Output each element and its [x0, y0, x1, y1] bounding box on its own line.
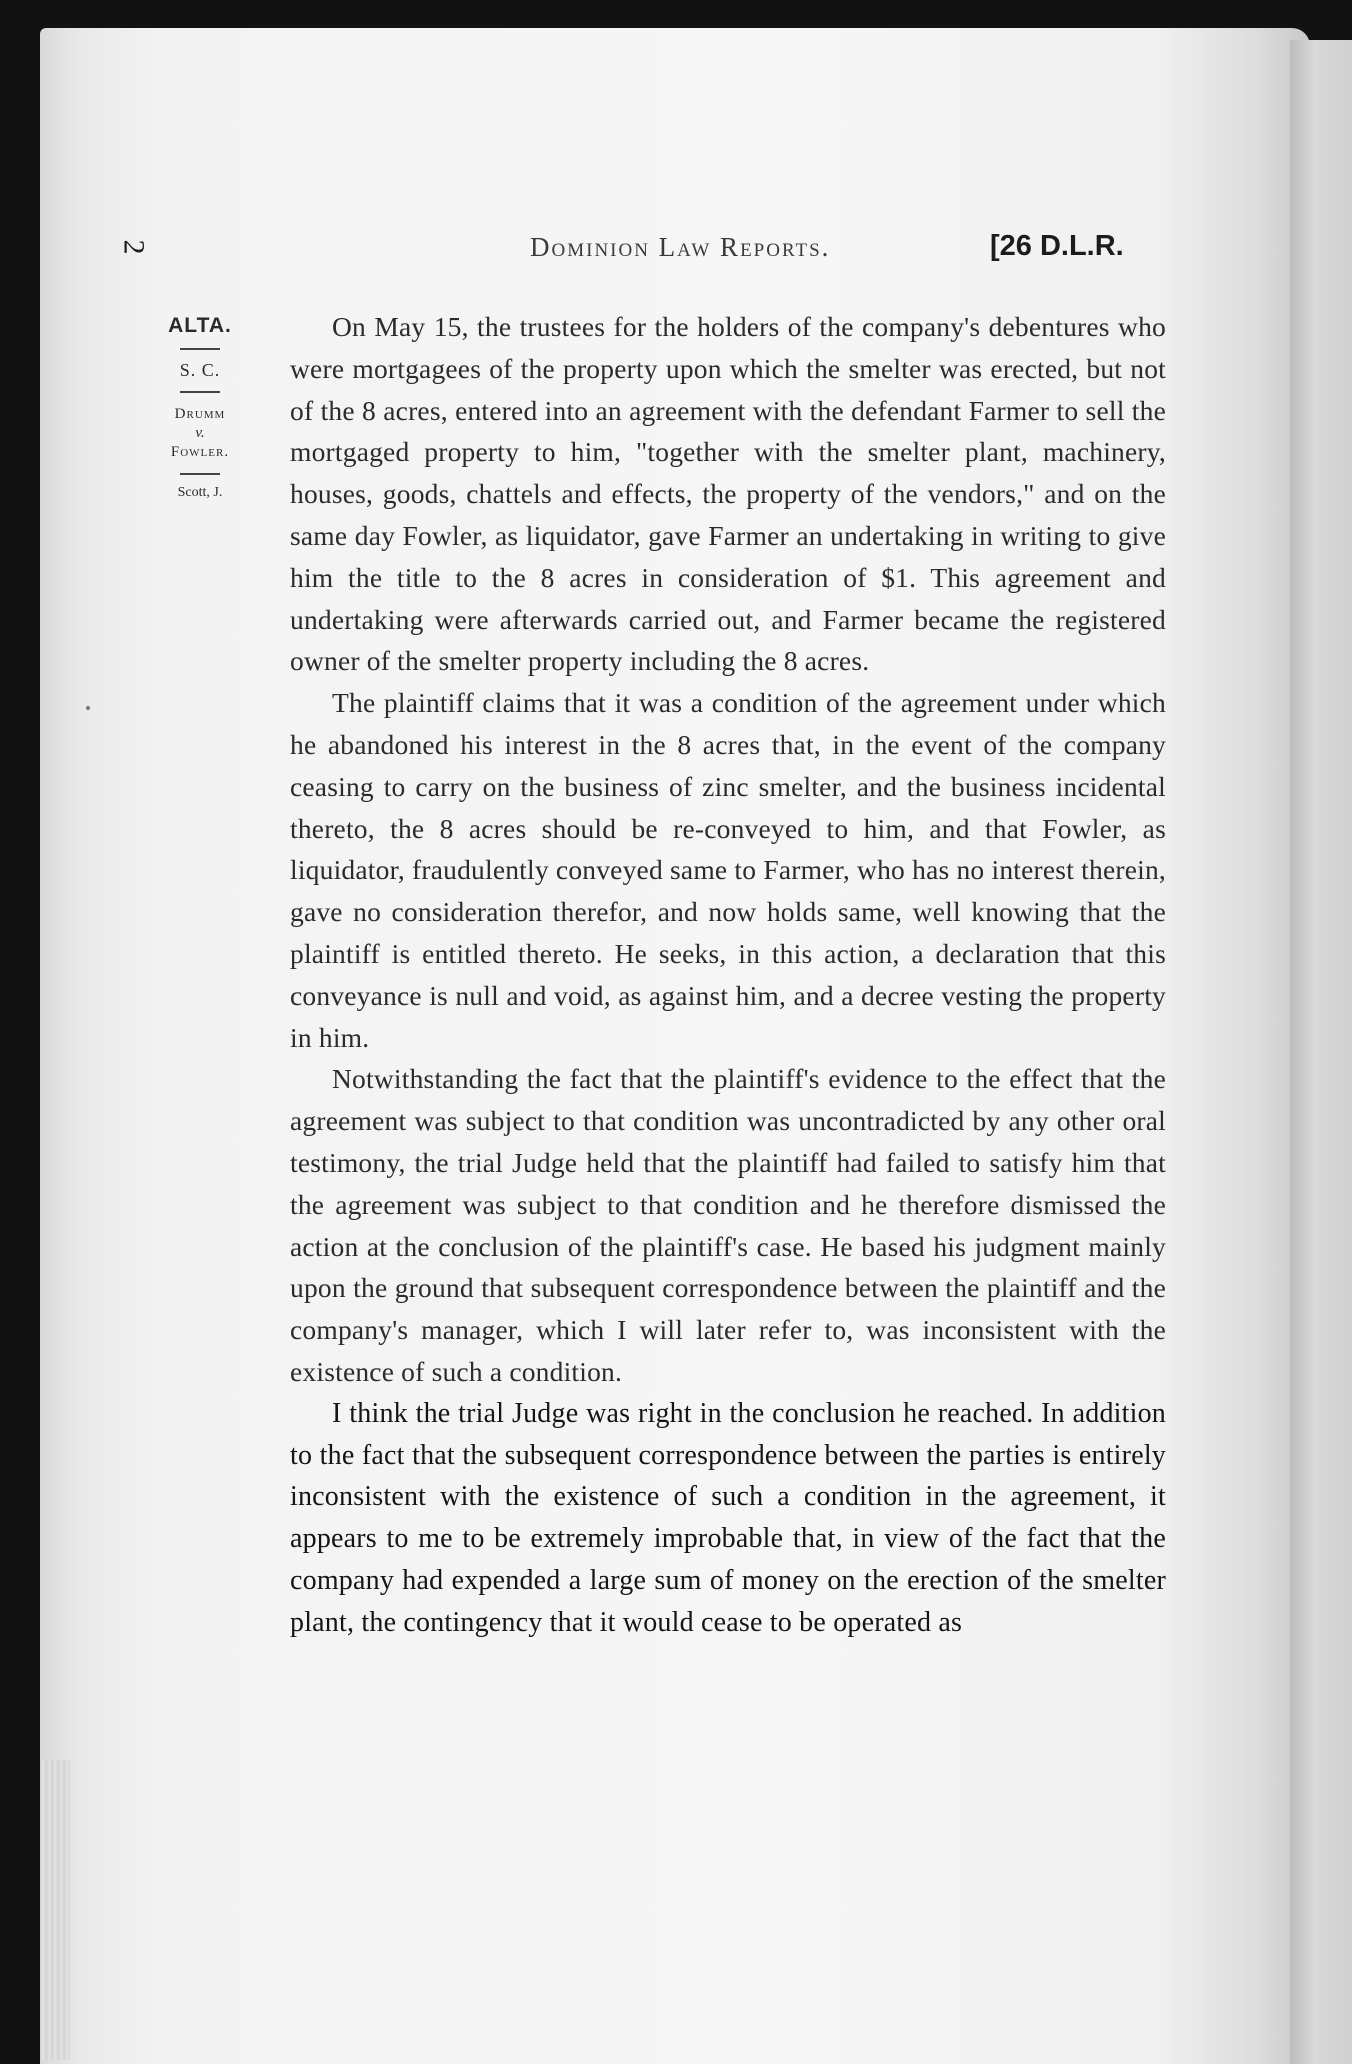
- margin-rule: [180, 473, 220, 475]
- adjacent-page-edge: [1290, 40, 1352, 2064]
- page-number: 2: [117, 239, 151, 255]
- scan-speck: [86, 706, 90, 710]
- paragraph: Notwithstanding the fact that the plaintiff's evidence to the effect that the agreement was subject to that condition was uncontradicted by any other oral testimony, the trial Judge held that the plaintiff had failed to satisfy him that the agreement was subject to that condition and he therefore dismissed the action at the conclusion of the plaintiff's case. He based his judgment mainly upon the ground that subsequent correspondence between the plaintiff and the company's manager, which I will later refer to, was inconsistent with the existence of such a condition.: [290, 1063, 1166, 1387]
- judge-note: Scott, J.: [177, 485, 223, 500]
- paragraph: The plaintiff claims that it was a condition of the agreement under which he abandoned his interest in the 8 acres that, in the event of the company ceasing to carry on the business of zinc smelter, and the business incidental thereto, the 8 acres should be re-conveyed to him, and that Fowler, as liquidator, fraudulently conveyed same to Farmer, who has no interest therein, gave no consideration therefor, and now holds same, well knowing that the plaintiff is entitled thereto. He seeks, in this action, a declaration that this conveyance is null and void, as against him, and a decree vesting the property in him.: [290, 687, 1166, 1053]
- margin-rule: [180, 391, 220, 393]
- paragraph: I think the trial Judge was right in the conclusion he reached. In addition to the fact that the subsequent correspondence between the parties is entirely inconsistent with the existence of such a condition in the agreement, it appears to me to be extremely improbable that, in view of the fact that the company had expended a large sum of money on the erection of the smelter plant, the contingency that it would cease to be operated as: [290, 1397, 1166, 1638]
- versus-mark: v.: [195, 425, 205, 441]
- page-header: [110, 228, 1140, 268]
- margin-rule: [180, 348, 220, 350]
- running-title: Dominion Law Reports.: [530, 232, 831, 262]
- judgment-text: [290, 306, 1166, 1644]
- binding-edge: [40, 1760, 70, 2060]
- plaintiff-name: Drumm: [174, 406, 226, 422]
- volume-reference: [26 D.L.R.: [990, 230, 1124, 262]
- margin-notes: [150, 314, 250, 501]
- paragraph: On May 15, the trustees for the holders of the company's debentures who were mortgagees of the property upon which the smelter was erected, but not of the 8 acres, entered into an agreement with the defendant Farmer to sell the mortgaged property to him, "together with the smelter plant, machinery, houses, goods, chattels and effects, the property of the vendors," and on the same day Fowler, as liquidator, gave Farmer an undertaking in writing to give him the title to the 8 acres in consideration of $1. This agreement and undertaking were afterwards carried out, and Farmer became the registered owner of the smelter property including the 8 acres.: [290, 311, 1166, 677]
- court-note: S. C.: [179, 360, 221, 380]
- province-note: ALTA.: [168, 314, 232, 337]
- defendant-name: Fowler.: [170, 444, 230, 460]
